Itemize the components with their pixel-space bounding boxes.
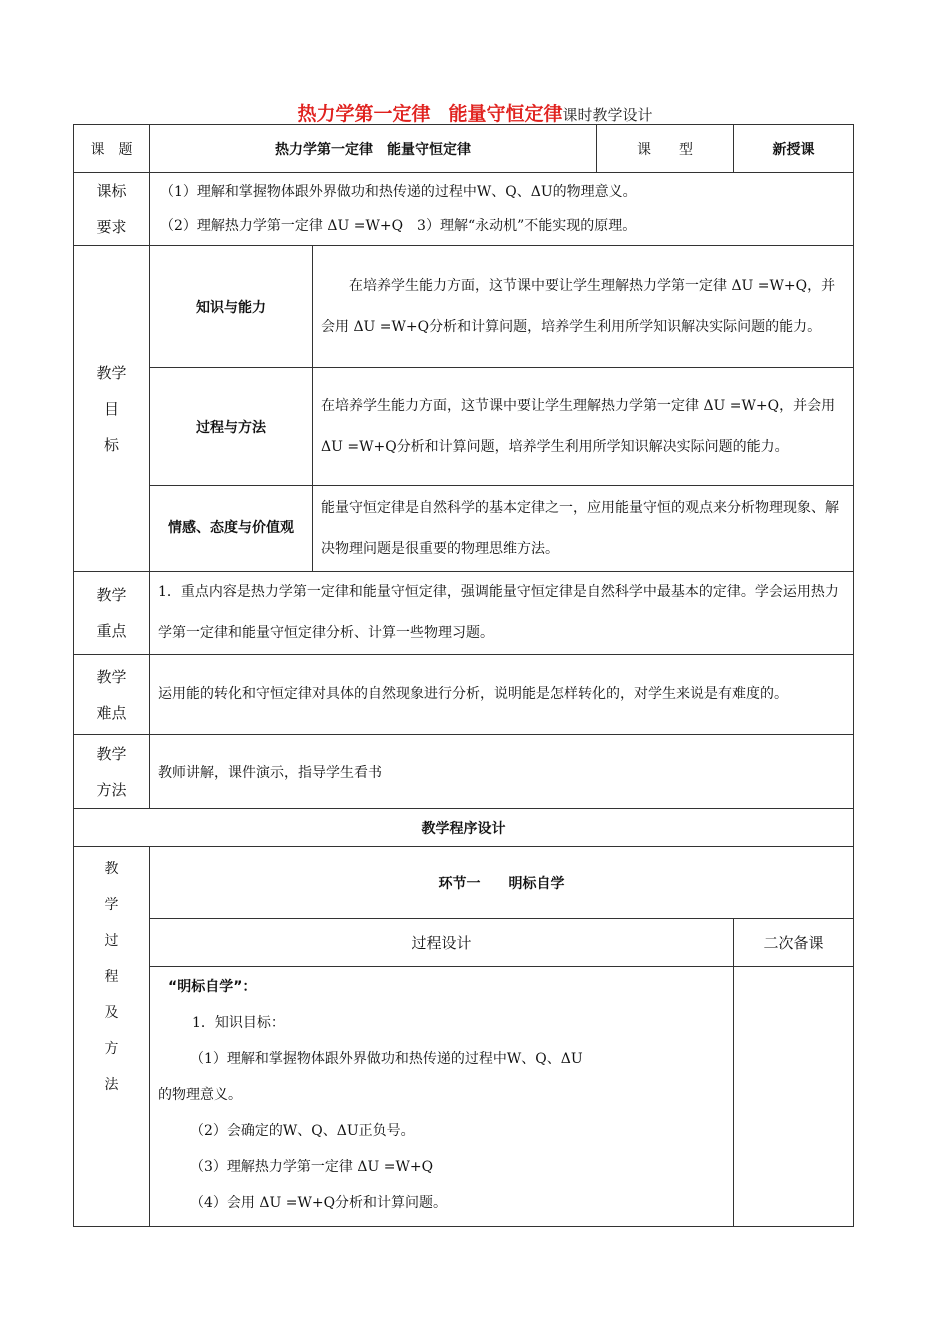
goal-sub-4: （4）会用 ΔU =W+Q分析和计算问题。 [190,1195,448,1211]
methods-label: 教学 方法 [74,735,150,809]
process-backup-content [734,967,854,1227]
objective-row-attitude [74,486,854,572]
objective-text-attitude: 能量守恒定律是自然科学的基本定律之一，应用能量守恒的观点来分析物理现象、解决物理问题是很重要的物理思维方法。 [313,486,854,572]
process-column-headers-row [74,919,854,967]
objective-label-knowledge: 知识与能力 [150,246,313,368]
goal-sub-1-cont: 的物理意义。 [158,1087,242,1103]
process-design-content [150,967,734,1227]
key-points-label: 教学 重点 [74,572,150,655]
program-heading-row [74,809,854,847]
standards-label: 课标 要求 [74,173,150,246]
methods-row [74,735,854,809]
column-header-design: 过程设计 [150,919,734,967]
objective-label-process: 过程与方法 [150,368,313,486]
difficulties-label: 教学 难点 [74,655,150,735]
type-value: 新授课 [734,125,854,173]
objective-text-process: 在培养学生能力方面，这节课中要让学生理解热力学第一定律 ΔU =W+Q，并会用 ΔU =W+Q分析和计算问题，培养学生利用所学知识解决实际问题的能力。 [313,368,854,486]
objective-text-knowledge: 在培养学生能力方面，这节课中要让学生理解热力学第一定律 ΔU =W+Q，并会用 ΔU =W+Q分析和计算问题，培养学生利用所学知识解决实际问题的能力。 [313,246,854,368]
column-header-backup: 二次备课 [734,919,854,967]
title-main-part1: 热力学第一定律 [297,103,431,125]
standards-line-2: （2）理解热力学第一定律 ΔU =W+Q 3）理解“永动机”不能实现的原理。 [160,218,637,234]
objective-label-attitude: 情感、态度与价值观 [150,486,313,572]
objective-row-process [74,368,854,486]
lesson-plan-table [73,124,854,1227]
standards-content [150,173,854,246]
title-suffix: 课时教学设计 [562,106,653,124]
standards-line-1: （1）理解和掌握物体跟外界做功和热传递的过程中W、Q、ΔU的物理意义。 [160,184,637,200]
self-study-heading: “明标自学”： [168,979,257,995]
objective-row-knowledge [74,246,854,368]
goal-sub-3: （3）理解热力学第一定律 ΔU =W+Q [190,1159,434,1175]
standards-row [74,173,854,246]
knowledge-goal-item: 1．知识目标： [192,1015,285,1031]
key-points-row [74,572,854,655]
methods-text: 教师讲解，课件演示，指导学生看书 [150,735,854,809]
process-label: 教 学 过 程 及 方 法 [74,847,150,1227]
goal-sub-2: （2）会确定的W、Q、ΔU正负号。 [190,1123,415,1139]
difficulties-row [74,655,854,735]
difficulties-text: 运用能的转化和守恒定律对具体的自然现象进行分析，说明能是怎样转化的，对学生来说是有难度的。 [150,655,854,735]
goal-sub-1: （1）理解和掌握物体跟外界做功和热传递的过程中W、Q、ΔU [190,1051,583,1067]
topic-label: 课 题 [74,125,150,173]
title-main-part2: 能量守恒定律 [448,103,563,125]
key-points-text: 1．重点内容是热力学第一定律和能量守恒定律，强调能量守恒定律是自然科学中最基本的定律。学会运用热力学第一定律和能量守恒定律分析、计算一些物理习题。 [150,572,854,655]
step-title: 环节一 明标自学 [150,847,854,919]
process-content-row [74,967,854,1227]
topic-value: 热力学第一定律 能量守恒定律 [150,125,597,173]
topic-row [74,125,854,173]
objectives-label: 教学 目 标 [74,246,150,572]
type-label: 课 型 [597,125,734,173]
step-title-row [74,847,854,919]
program-heading: 教学程序设计 [74,809,854,847]
